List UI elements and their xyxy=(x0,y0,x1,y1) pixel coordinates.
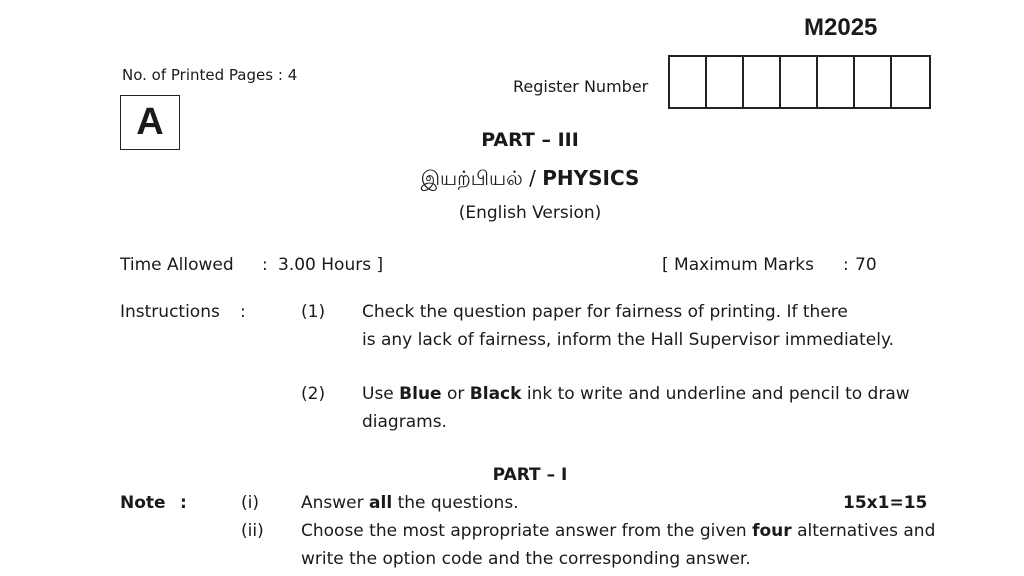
instruction-2-post: ink to write and underline and pencil to draw xyxy=(521,384,910,404)
register-number-box xyxy=(670,57,707,107)
instruction-1-number: (1) xyxy=(301,302,326,322)
instruction-2-mid: or xyxy=(441,384,470,404)
note-2-line-1 xyxy=(301,517,961,545)
register-number-box xyxy=(707,57,744,107)
instruction-2-number: (2) xyxy=(301,384,326,404)
note-1-number: (i) xyxy=(241,493,259,513)
subject-separator: / xyxy=(529,166,536,190)
subject-tamil: இயற்பியல் xyxy=(420,166,523,190)
note-2-line-2: write the option code and the corresponding answer. xyxy=(301,549,751,569)
note-2-text xyxy=(301,517,961,573)
printed-pages xyxy=(122,66,297,84)
paper-code: M2025 xyxy=(804,14,878,41)
instruction-2-pre: Use xyxy=(362,384,400,404)
register-number-box xyxy=(855,57,892,107)
time-allowed-separator: : xyxy=(262,255,268,275)
maximum-marks-value: 70 xyxy=(855,255,877,275)
part-one-marks: 15x1=15 xyxy=(843,493,928,513)
version-letter-box: A xyxy=(120,95,180,150)
part-three-title: PART – III xyxy=(481,129,579,151)
maximum-marks-label: [ Maximum Marks xyxy=(662,255,814,275)
register-number-boxes xyxy=(668,55,931,109)
subject-english: PHYSICS xyxy=(542,166,640,190)
instruction-1-line-1: Check the question paper for fairness of printing. If there xyxy=(362,302,848,322)
register-number-box xyxy=(744,57,781,107)
printed-pages-label: No. of Printed Pages xyxy=(122,66,274,84)
note-label: Note xyxy=(120,493,166,513)
instruction-2-bold-black: Black xyxy=(469,384,522,404)
note-1-line-1 xyxy=(301,489,841,517)
note-2-pre: Choose the most appropriate answer from the given xyxy=(301,521,753,541)
note-2-post: alternatives and xyxy=(791,521,936,541)
instruction-2-text xyxy=(362,380,942,436)
time-allowed-value: 3.00 Hours ] xyxy=(278,255,384,275)
note-separator: : xyxy=(180,493,187,513)
maximum-marks-separator: : xyxy=(843,255,849,275)
note-1-post: the questions. xyxy=(392,493,519,513)
printed-pages-separator: : xyxy=(277,66,283,84)
note-1-pre: Answer xyxy=(301,493,370,513)
register-number-label: Register Number xyxy=(513,77,649,96)
note-1-text xyxy=(301,489,841,517)
register-number-box xyxy=(781,57,818,107)
instruction-2-line-2: diagrams. xyxy=(362,412,447,432)
register-number-box xyxy=(892,57,929,107)
printed-pages-value: 4 xyxy=(287,66,298,84)
note-2-number: (ii) xyxy=(241,521,264,541)
instructions-label: Instructions xyxy=(120,302,220,322)
version-label: (English Version) xyxy=(458,203,602,223)
instructions-separator: : xyxy=(240,302,246,322)
note-1-bold: all xyxy=(369,493,393,513)
note-2-bold: four xyxy=(752,521,792,541)
time-allowed-label: Time Allowed xyxy=(120,255,234,275)
instruction-2-line-1 xyxy=(362,380,942,408)
subject-title xyxy=(0,166,1024,193)
instruction-2-bold-blue: Blue xyxy=(399,384,442,404)
part-one-title: PART – I xyxy=(492,465,568,485)
instruction-1-line-2: is any lack of fairness, inform the Hall Supervisor immediately. xyxy=(362,330,894,350)
register-number-box xyxy=(818,57,855,107)
instruction-1-text xyxy=(362,298,942,354)
